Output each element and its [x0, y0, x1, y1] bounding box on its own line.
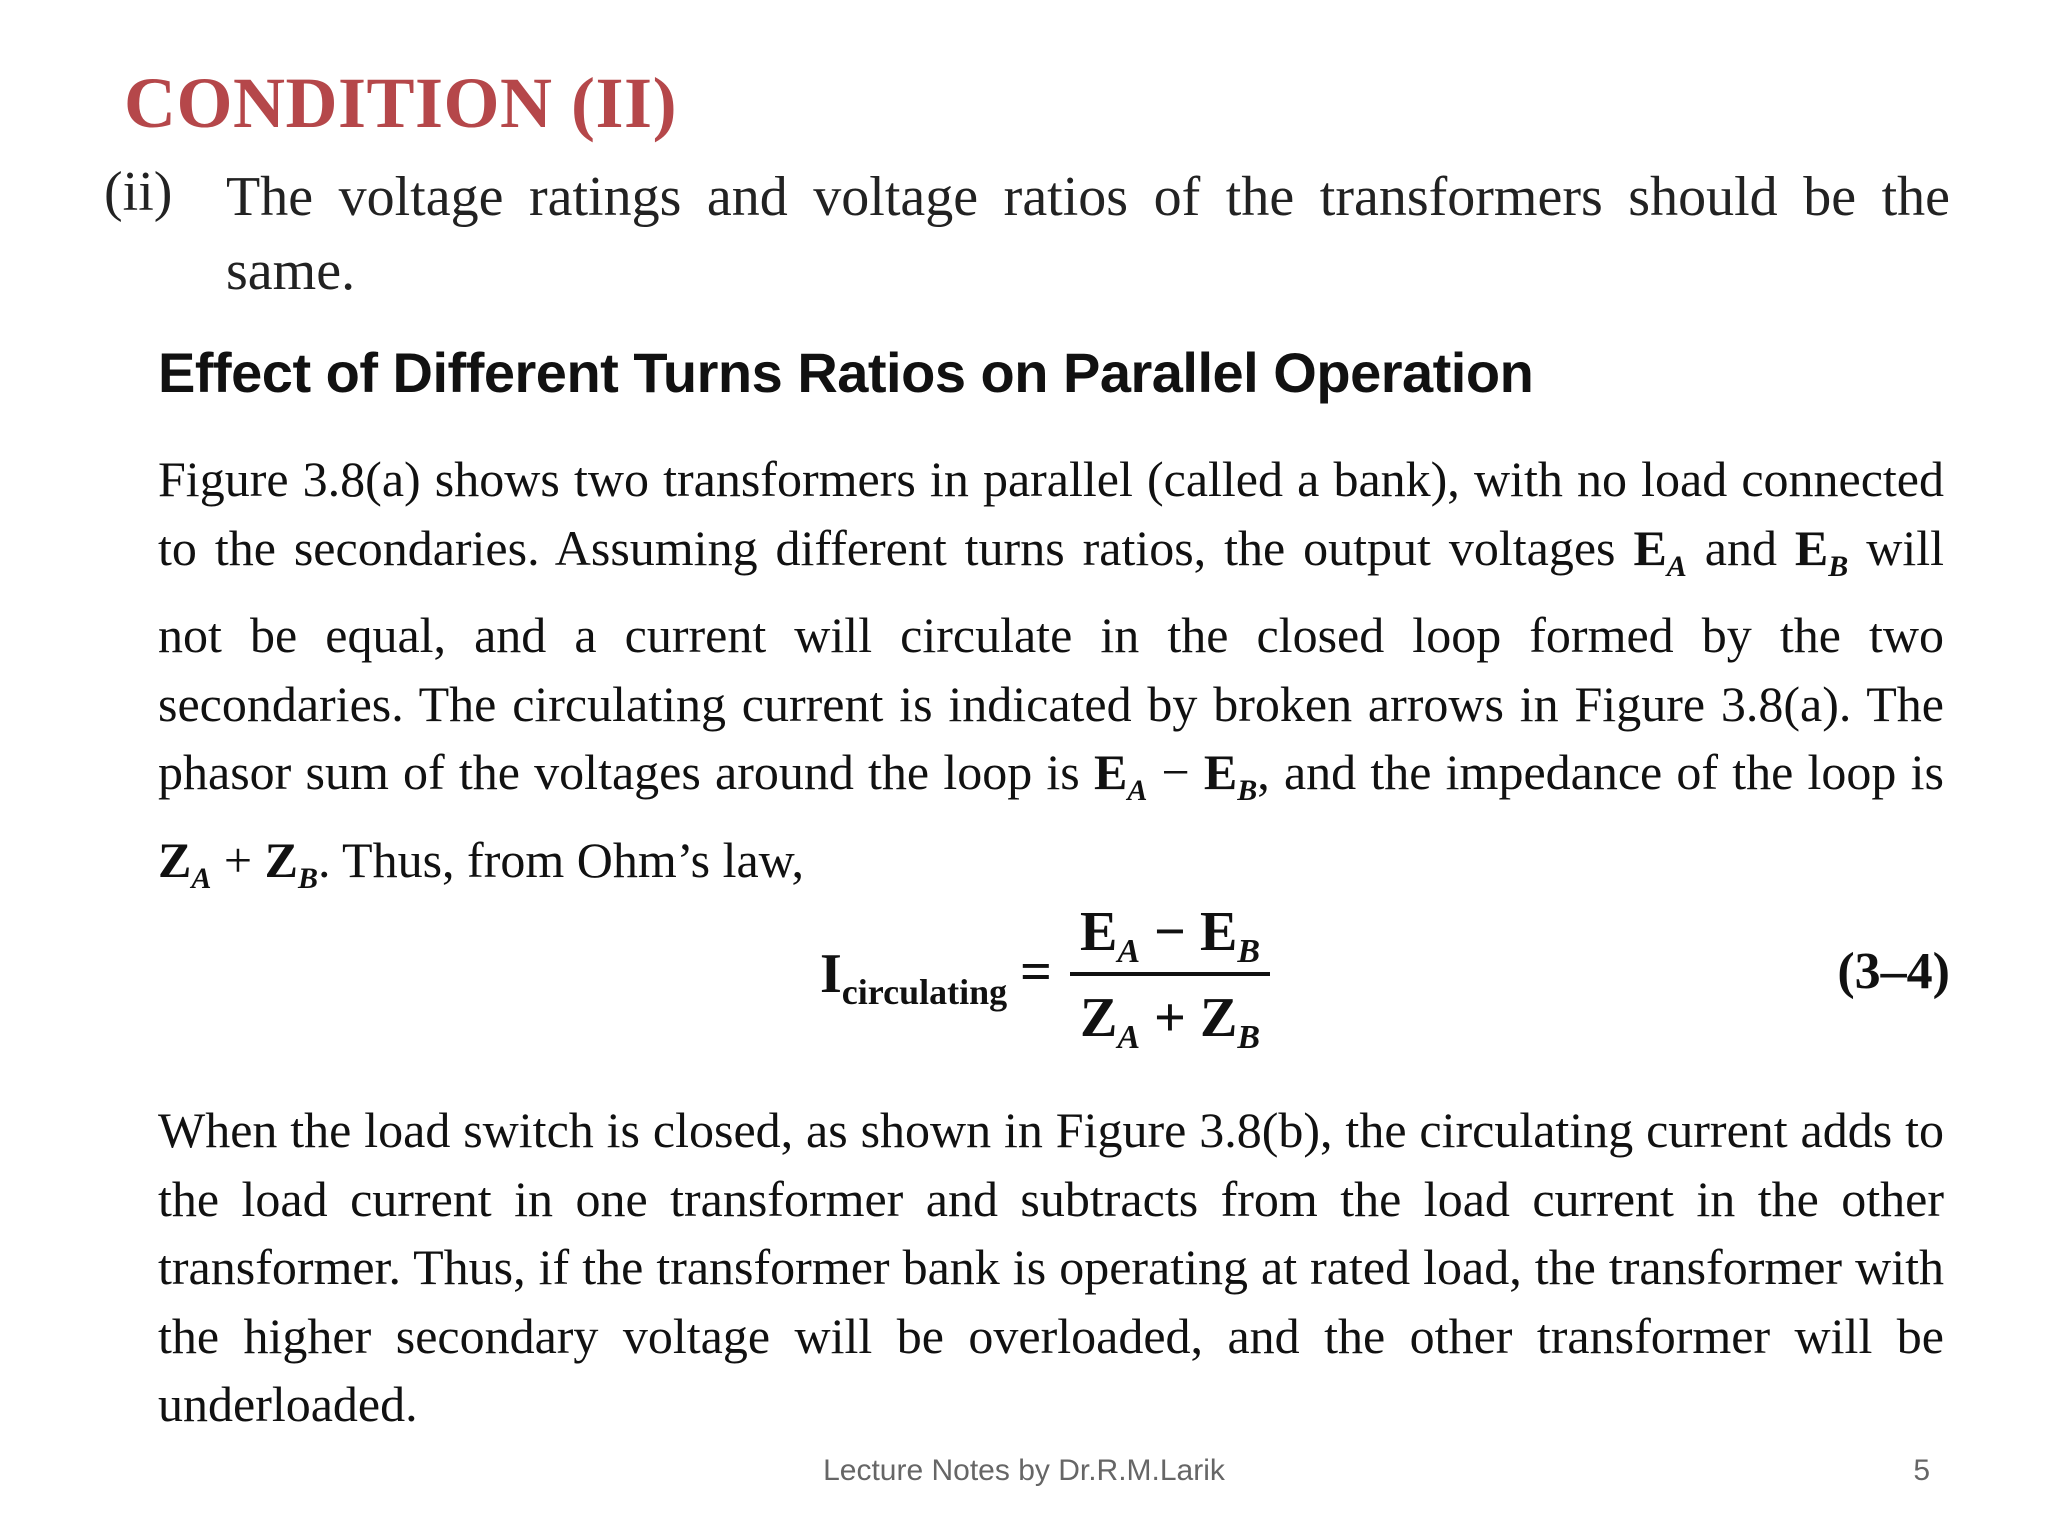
equation-3-4 — [820, 900, 1950, 1060]
equation-equals: = — [1020, 941, 1052, 1003]
paragraph-text: will not be equal, and a current will circulate in the closed loop formed by the two secondaries. The circulating current is indicated by broken arrows in Figure 3.8(a). The phasor sum of the voltages around the loop is — [158, 519, 1944, 800]
condition-text: The voltage ratings and voltage ratios of the transformers should be the same. — [226, 166, 1950, 302]
equation-denominator: $Z_A + Z_B$ — [1079, 987, 1260, 1057]
symbol-ea: $E_A$ — [1633, 519, 1687, 583]
page-number: 5 — [1913, 1454, 1930, 1487]
condition-number: (ii) — [104, 161, 173, 223]
paragraph-text: , and the impedance of the loop is — [1257, 744, 1944, 800]
slide-title: CONDITION (II) — [124, 63, 678, 143]
symbol-eb: $E_B$ — [1794, 519, 1849, 583]
symbol-eb: $E_B$ — [1203, 744, 1258, 807]
footer-text: Lecture Notes by Dr.R.M.Larik — [823, 1454, 1225, 1487]
paragraph-text: Figure 3.8(a) shows two transformers in parallel (called a bank), with no load connected to the secondaries. Assuming different turns ratios, the output voltages — [158, 451, 1944, 576]
fraction-bar — [1070, 972, 1270, 976]
symbol-ea: $E_A$ — [1093, 744, 1148, 807]
paragraph-load-switch: When the load switch is closed, as shown in Figure 3.8(b), the circulating current adds to the load current in one transformer and subtracts from the load current in the other transformer. Thus, if the transformer bank is operating at rated load, the transformer with the higher secondary voltage will be overloaded, and the other transformer will be underloaded. — [158, 1102, 1944, 1432]
paragraph-text: . Thus, from Ohm’s law, — [317, 831, 805, 888]
equation-fraction — [1070, 900, 1270, 1057]
equation-numerator: $E_A - E_B$ — [1079, 901, 1260, 971]
equation-lhs: $I_{circulating}$ — [820, 943, 1008, 1012]
equation-label: (3–4) — [1837, 943, 1950, 1000]
symbol-zb: $Z_B$ — [264, 831, 318, 895]
section-heading: Effect of Different Turns Ratios on Parallel Operation — [158, 341, 1534, 404]
symbol-za: $Z_A$ — [158, 831, 212, 895]
paragraph-circulating-current: Figure 3.8(a) shows two transformers in parallel (called a bank), with no load connected to the secondaries. Assuming different turns ratios, the output voltages $E_A$ and $E_B$ will not be equal, and a current will circulate in the closed loop formed by the two secondaries. The circulating current is indicated by broken arrows in Figure 3.8(a). The phasor sum of the voltages around the loop is $E_A - E_B$, and the impedance of the loop is $Z_A + Z_B$. Thus, from Ohm’s law, — [158, 451, 1944, 895]
